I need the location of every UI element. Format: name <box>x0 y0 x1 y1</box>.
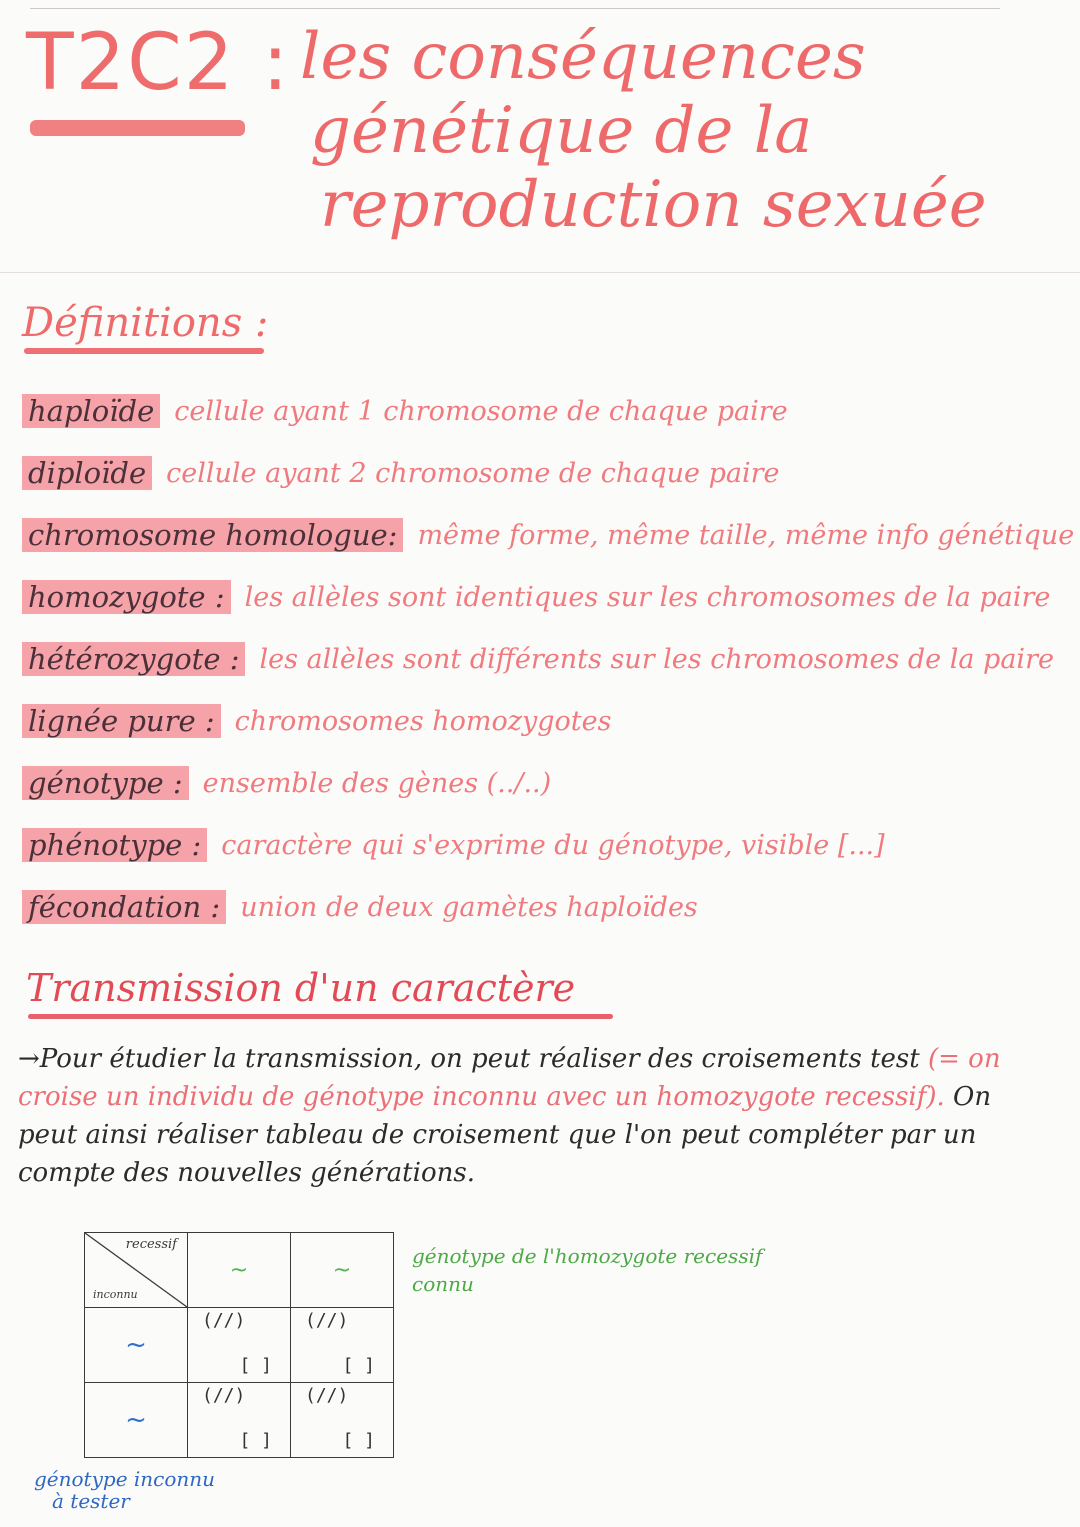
corner-label-unknown: inconnu <box>93 1288 138 1301</box>
cross-table <box>84 1232 394 1458</box>
cross-cell <box>291 1308 394 1383</box>
page-title <box>300 20 1070 242</box>
definition-term: homozygote : <box>22 580 231 614</box>
definition-row <box>22 814 1062 876</box>
definition-text: chromosomes homozygotes <box>234 705 612 737</box>
definition-row <box>22 752 1062 814</box>
phenotype-mark: [ ] <box>342 1355 375 1376</box>
cross-cell <box>188 1383 291 1458</box>
phenotype-mark: [ ] <box>342 1430 375 1451</box>
definition-text: les allèles sont identiques sur les chromosomes de la paire <box>244 581 1051 613</box>
transmission-paragraph <box>18 1040 1058 1192</box>
definition-row <box>22 504 1075 566</box>
definition-term: génotype : <box>22 766 189 800</box>
definition-row <box>22 628 1062 690</box>
definition-row <box>22 380 1062 442</box>
definition-row <box>22 690 1062 752</box>
paragraph-aside: (= on croise un individu de génotype inconnu avec un homozygote recessif). <box>18 1044 1001 1112</box>
row-allele: ~ <box>85 1308 188 1383</box>
definition-term: fécondation : <box>22 890 226 924</box>
definition-term: chromosome homologue: <box>22 518 403 552</box>
definition-text: cellule ayant 2 chromosome de chaque paire <box>166 457 780 489</box>
chapter-code-underline <box>30 120 245 136</box>
cross-cell <box>291 1383 394 1458</box>
title-line-2: génétique de la <box>310 94 813 168</box>
unknown-note-line-1: génotype inconnu <box>34 1467 216 1491</box>
genotype-mark: (//) <box>305 1385 349 1406</box>
phenotype-mark: [ ] <box>239 1430 272 1451</box>
definition-row <box>22 442 1062 504</box>
row-allele: ~ <box>85 1383 188 1458</box>
genotype-mark: (//) <box>202 1310 246 1331</box>
paragraph-text: →Pour étudier la transmission, on peut réaliser des croisements test <box>18 1044 928 1074</box>
column-allele: ~ <box>291 1233 394 1308</box>
genotype-mark: (//) <box>305 1310 349 1331</box>
title-separator: : <box>262 18 291 108</box>
transmission-heading-underline <box>28 1014 613 1019</box>
definition-text: union de deux gamètes haploïdes <box>240 891 698 923</box>
definition-text: cellule ayant 1 chromosome de chaque paire <box>174 395 788 427</box>
recessive-genotype-note: génotype de l'homozygote recessif connu <box>412 1244 763 1296</box>
definition-text: caractère qui s'exprime du génotype, visible [...] <box>221 829 885 861</box>
genotype-mark: (//) <box>202 1385 246 1406</box>
definition-row <box>22 876 1062 938</box>
phenotype-mark: [ ] <box>239 1355 272 1376</box>
chapter-code <box>26 18 290 108</box>
definitions-heading: Définitions : <box>22 300 269 346</box>
definition-term: haploïde <box>22 394 160 428</box>
definition-term: lignée pure : <box>22 704 221 738</box>
paragraph-text: On peut ainsi réaliser tableau de croisement que l'on peut compléter par un compte des nouvelles générations. <box>18 1082 992 1188</box>
corner-label-recessive: recessif <box>125 1237 177 1252</box>
definition-term: hétérozygote : <box>22 642 245 676</box>
unknown-note-line-2: à tester <box>52 1489 130 1513</box>
title-line-1: les conséquences <box>300 20 866 94</box>
transmission-heading: Transmission d'un caractère <box>26 966 576 1010</box>
definition-term: diploïde <box>22 456 152 490</box>
cross-cell <box>188 1308 291 1383</box>
corner-cell <box>85 1233 188 1308</box>
definition-text: même forme, même taille, même info génétique <box>417 519 1075 551</box>
title-line-3: reproduction sexuée <box>320 168 987 242</box>
definitions-heading-underline <box>24 348 264 354</box>
definition-term: phénotype : <box>22 828 207 862</box>
unknown-genotype-note <box>34 1468 294 1512</box>
definition-text: les allèles sont différents sur les chromosomes de la paire <box>259 643 1054 675</box>
title-divider <box>0 272 1080 273</box>
definition-row <box>22 566 1062 628</box>
definitions-list <box>22 380 1075 938</box>
definition-text: ensemble des gènes (../..) <box>202 767 552 799</box>
top-rule <box>30 8 1000 9</box>
column-allele: ~ <box>188 1233 291 1308</box>
chapter-code-text: T2C2 <box>26 18 236 108</box>
